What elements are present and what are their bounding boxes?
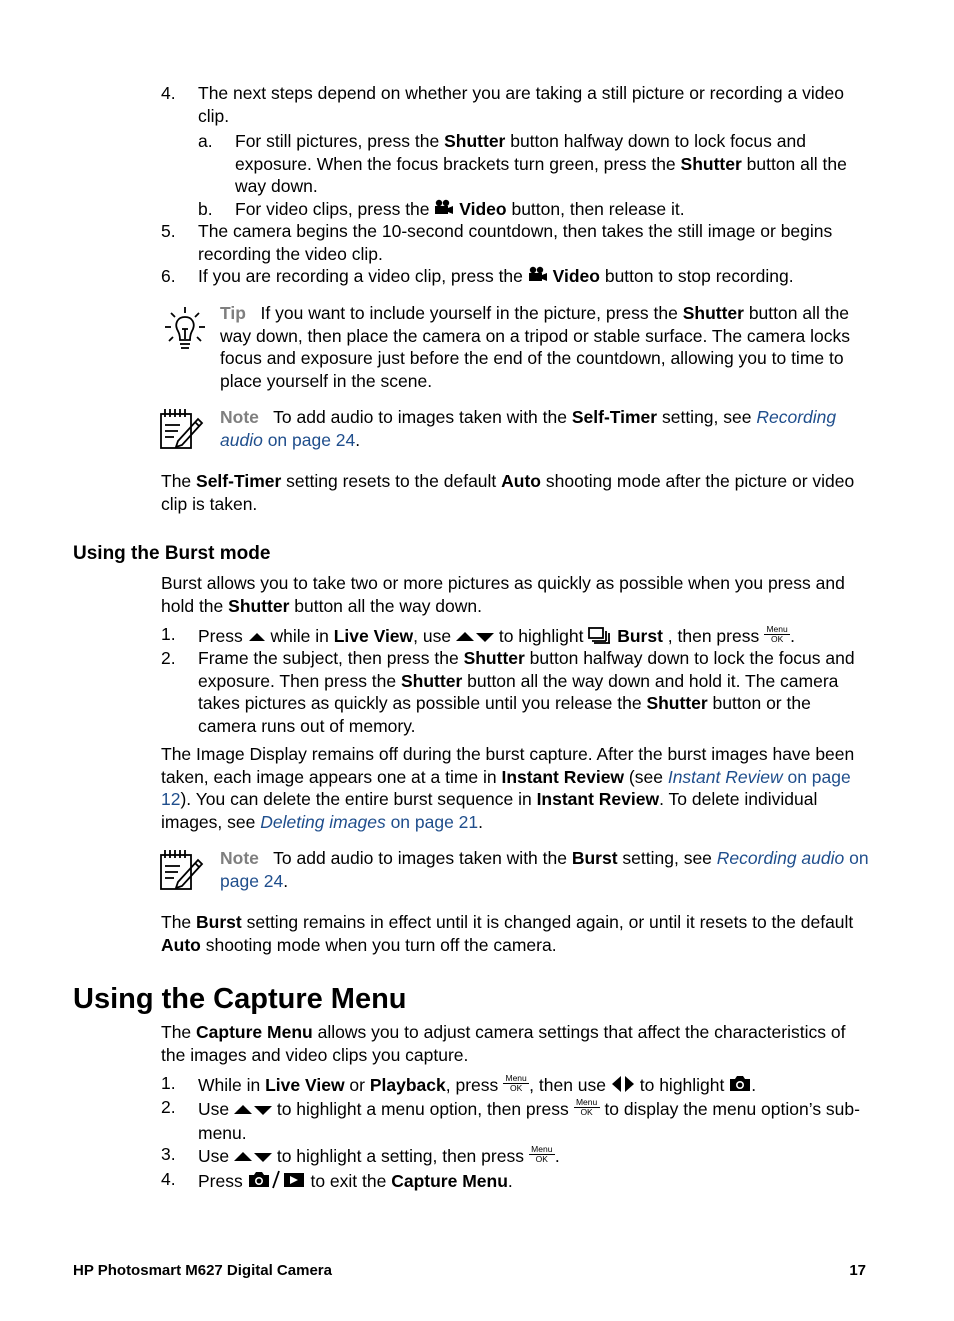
step-5-text: The camera begins the 10-second countdown, then takes the still image or begins recording the video clip. — [198, 221, 833, 264]
tip-text: Tip If you want to include yourself in the picture, press the Shutter button all the way down, then place the camera on a tripod or stable surface. The camera locks focus and exposure just before the end of the countdown, allowing you to time to place yourself in the scene. — [220, 303, 851, 391]
burst-paragraph: The Image Display remains off during the burst capture. After the burst images have been taken, each image appears one at a time in Instant Review (see Instant Review on page 12). You can delete the entire burst sequence in Instant Review. To delete individual images, see Deleting images on page 21. — [161, 744, 855, 832]
burst-step-2-number: 2. — [161, 648, 176, 668]
capture-step-3-text: Use to highlight a setting, then press Menu OK . — [198, 1145, 873, 1169]
menu-ok-icon: Menu OK — [764, 625, 790, 644]
capture-step-3-number: 3. — [161, 1144, 176, 1164]
note-label: Note — [220, 848, 259, 868]
page-number: 17 — [849, 1262, 866, 1279]
recording-audio-link[interactable]: Recording audio on page 24 — [220, 407, 837, 450]
burst-step-1-text: Press while in Live View, use to highlight Burst , then press Menu OK . — [198, 625, 873, 649]
step-4-text: The next steps depend on whether you are taking a still picture or recording a video clip. — [198, 83, 844, 126]
footer-title: HP Photosmart M627 Digital Camera — [73, 1262, 332, 1279]
step-6-number: 6. — [161, 266, 176, 286]
capture-menu-heading: Using the Capture Menu — [73, 983, 407, 1015]
step-4b-text: For video clips, press the Video button, then release it. — [235, 198, 875, 222]
note-pad-icon — [158, 848, 204, 898]
capture-step-4-text: Press to exit the Capture Menu. — [198, 1170, 873, 1195]
video-camera-icon — [434, 199, 454, 222]
burst-step-2-text: Frame the subject, then press the Shutter button halfway down to lock the focus and exposure. Then press the Shutter button all the way down and hold it. The camera takes pictures as quickly as possible until you release the Shutter button or the camera runs out of memory. — [198, 648, 855, 736]
menu-ok-icon: Menu OK — [529, 1145, 555, 1164]
note-2-text: Note To add audio to images taken with the Burst setting, see Recording audio on page 24. — [220, 848, 869, 891]
burst-intro: Burst allows you to take two or more pictures as quickly as possible when you press and hold the Shutter button all the way down. — [161, 573, 845, 616]
deleting-images-link[interactable]: Deleting images on page 21 — [260, 811, 479, 832]
menu-ok-icon: Menu OK — [503, 1074, 529, 1093]
note-label: Note — [220, 407, 259, 427]
step-6-text: If you are recording a video clip, press the Video button to stop recording. — [198, 265, 873, 289]
video-camera-icon — [528, 266, 548, 289]
up-arrow-icon — [248, 626, 266, 649]
menu-ok-icon: Menu OK — [574, 1098, 600, 1117]
burst-icon — [588, 626, 612, 650]
step-4a-number: a. — [198, 131, 213, 151]
note-pad-icon — [158, 407, 204, 457]
recording-audio-link[interactable]: Recording audio on page 24 — [220, 848, 869, 891]
camera-icon — [729, 1075, 751, 1098]
up-down-arrows-icon — [234, 1099, 272, 1122]
up-down-arrows-icon — [234, 1146, 272, 1169]
self-timer-paragraph: The Self-Timer setting resets to the default Auto shooting mode after the picture or video clip is taken. — [161, 471, 855, 514]
capture-step-1-number: 1. — [161, 1073, 176, 1093]
step-4a-text: For still pictures, press the Shutter button halfway down to lock focus and exposure. When the focus brackets turn green, press the Shutter button all the way down. — [235, 131, 847, 196]
burst-step-1-number: 1. — [161, 624, 176, 644]
lightbulb-icon — [163, 305, 207, 361]
note-1-text: Note To add audio to images taken with the Self-Timer setting, see Recording audio on page 24. — [220, 407, 837, 450]
capture-step-2-number: 2. — [161, 1097, 176, 1117]
camera-playback-icon — [248, 1170, 306, 1195]
instant-review-link[interactable]: Instant Review on page 12 — [161, 766, 851, 809]
step-4-number: 4. — [161, 83, 176, 103]
burst-paragraph-2: The Burst setting remains in effect until it is changed again, or until it resets to the default Auto shooting mode when you turn off the camera. — [161, 912, 854, 955]
left-right-arrows-icon — [611, 1075, 635, 1099]
step-5-number: 5. — [161, 221, 176, 241]
tip-label: Tip — [220, 303, 246, 323]
capture-intro: The Capture Menu allows you to adjust camera settings that affect the characteristics of the images and video clips you capture. — [161, 1022, 846, 1065]
capture-step-4-number: 4. — [161, 1169, 176, 1189]
burst-heading: Using the Burst mode — [73, 543, 271, 564]
up-down-arrows-icon — [456, 626, 494, 649]
capture-step-1-text: While in Live View or Playback, press Menu OK , then use to highlight . — [198, 1074, 873, 1098]
capture-step-2-text: Use to highlight a menu option, then press Menu OK to display the menu option’s sub-menu. — [198, 1096, 860, 1143]
step-4b-number: b. — [198, 199, 213, 219]
